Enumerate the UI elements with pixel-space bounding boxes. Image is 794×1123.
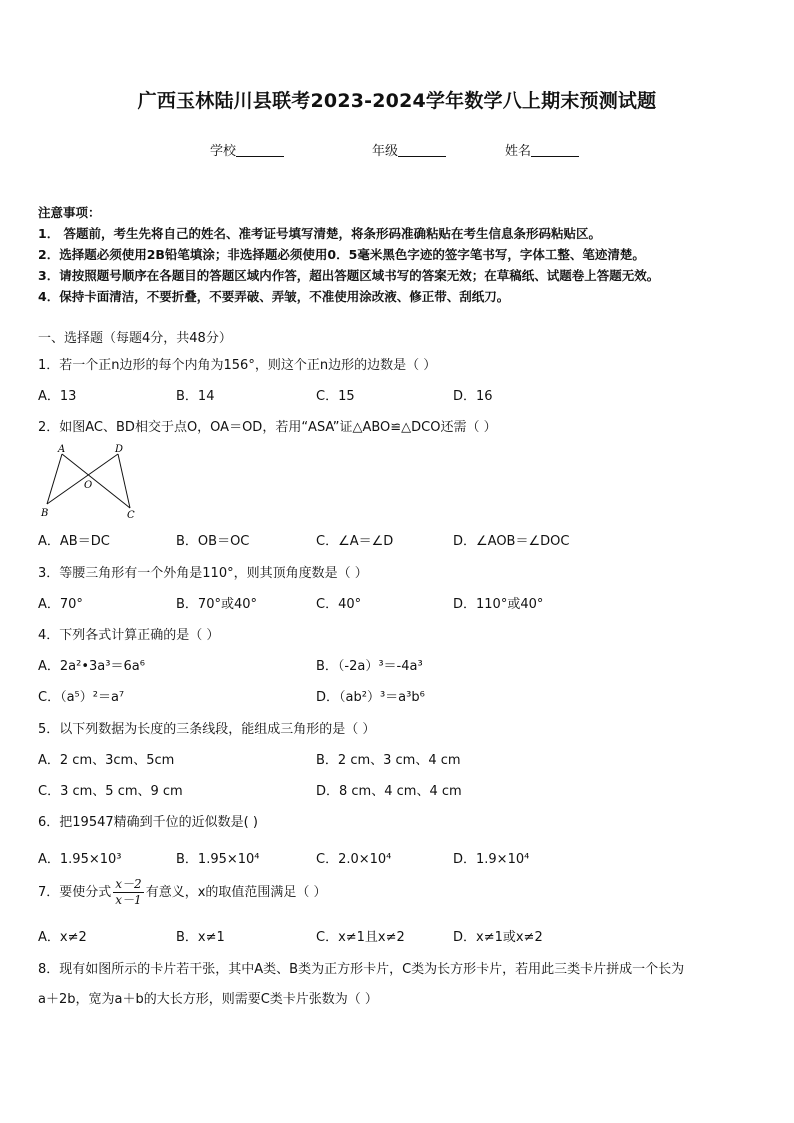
notes-heading: 注意事项： [38, 205, 101, 220]
q4-option-c: C．（a⁵）²＝a⁷ [38, 690, 125, 705]
q2-option-a: A．AB＝DC [38, 534, 110, 549]
q4-option-b: B．（-2a）³＝-4a³ [316, 659, 423, 674]
q5-option-a: A．2 cm、3cm、5cm [38, 753, 175, 768]
q7-fraction [113, 877, 143, 908]
name-label: 姓名 [505, 144, 532, 159]
question-8-line-1: 8．现有如图所示的卡片若干张，其中A类、B类为正方形卡片，C类为长方形卡片，若用此三类卡片拼成一个长为 [38, 962, 685, 977]
question-2: 2．如图AC、BD相交于点O，OA＝OD，若用“ASA”证△ABO≌△DCO还需（ ） [38, 420, 497, 435]
q2-option-d: D．∠AOB＝∠DOC [453, 534, 570, 549]
q7-fraction-numerator: x－2 [115, 877, 142, 891]
q7-fraction-denominator: x－1 [115, 893, 142, 907]
q5-option-c: C．3 cm、5 cm、9 cm [38, 784, 183, 799]
label-o: O [84, 480, 93, 491]
q2-option-b: B．OB＝OC [176, 534, 250, 549]
q1-option-c: C．15 [316, 389, 355, 404]
exam-title: 广西玉林陆川县联考2023-2024学年数学八上期末预测试题 [137, 90, 657, 112]
q6-option-c: C．2.0×10⁴ [316, 852, 392, 867]
q7-option-a: A．x≠2 [38, 930, 87, 945]
school-blank [236, 144, 284, 157]
section-heading: 一、选择题（每题4分，共48分） [38, 331, 232, 346]
segment-ab [47, 454, 62, 504]
q2-option-c: C．∠A＝∠D [316, 534, 394, 549]
note-item: 3．请按照题号顺序在各题目的答题区域内作答，超出答题区域书写的答案无效；在草稿纸、试题卷上答题无效。 [38, 268, 660, 283]
question-6: 6．把19547精确到千位的近似数是( ) [38, 815, 258, 830]
question-1: 1．若一个正n边形的每个内角为156°，则这个正n边形的边数是（ ） [38, 358, 437, 373]
q5-option-d: D．8 cm、4 cm、4 cm [316, 784, 462, 799]
q5-option-b: B．2 cm、3 cm、4 cm [316, 753, 461, 768]
grade-field [372, 140, 446, 159]
q7-option-c: C．x≠1且x≠2 [316, 930, 405, 945]
school-field [210, 140, 284, 159]
q3-option-b: B．70°或40° [176, 597, 258, 612]
label-d: D [115, 444, 124, 455]
segment-db [47, 454, 118, 504]
q7-option-b: B．x≠1 [176, 930, 225, 945]
q3-option-d: D．110°或40° [453, 597, 544, 612]
q1-option-a: A．13 [38, 389, 77, 404]
note-item: 2．选择题必须使用2B铅笔填涂；非选择题必须使用0．5毫米黑色字迹的签字笔书写，字体工整、笔迹清楚。 [38, 247, 645, 262]
q3-option-a: A．70° [38, 597, 83, 612]
grade-label: 年级 [372, 144, 399, 159]
label-c: C [127, 510, 135, 520]
question-5: 5．以下列数据为长度的三条线段，能组成三角形的是（ ） [38, 722, 376, 737]
question-8-line-2: a＋2b，宽为a＋b的大长方形，则需要C类卡片张数为（ ） [38, 992, 378, 1007]
q1-option-b: B．14 [176, 389, 215, 404]
q3-option-c: C．40° [316, 597, 362, 612]
q4-option-d: D．（ab²）³＝a³b⁶ [316, 690, 425, 705]
q7-option-d: D．x≠1或x≠2 [453, 930, 543, 945]
q1-option-d: D．16 [453, 389, 493, 404]
q4-option-a: A．2a²•3a³＝6a⁶ [38, 659, 145, 674]
q6-option-b: B．1.95×10⁴ [176, 852, 260, 867]
name-field [505, 140, 579, 159]
school-label: 学校 [210, 144, 237, 159]
question-7 [38, 877, 327, 908]
q7-stem-after: 有意义，x的取值范围满足（ ） [145, 885, 327, 900]
notes-block [38, 202, 768, 307]
label-b: B [41, 508, 49, 519]
note-item: 1． 答题前，考生先将自己的姓名、准考证号填写清楚，将条形码准确粘贴在考生信息条形码粘贴区。 [38, 226, 602, 241]
question-3: 3．等腰三角形有一个外角是110°，则其顶角度数是（ ） [38, 566, 368, 581]
name-blank [531, 144, 579, 157]
intersecting-segments-figure [40, 442, 140, 520]
q6-option-d: D．1.9×10⁴ [453, 852, 530, 867]
label-a: A [58, 444, 66, 455]
note-item: 4．保持卡面清洁，不要折叠，不要弄破、弄皱，不准使用涂改液、修正带、刮纸刀。 [38, 289, 510, 304]
grade-blank [398, 144, 446, 157]
q7-stem-before: 7．要使分式 [38, 885, 112, 900]
q6-option-a: A．1.95×10³ [38, 852, 122, 867]
question-4: 4．下列各式计算正确的是（ ） [38, 628, 220, 643]
